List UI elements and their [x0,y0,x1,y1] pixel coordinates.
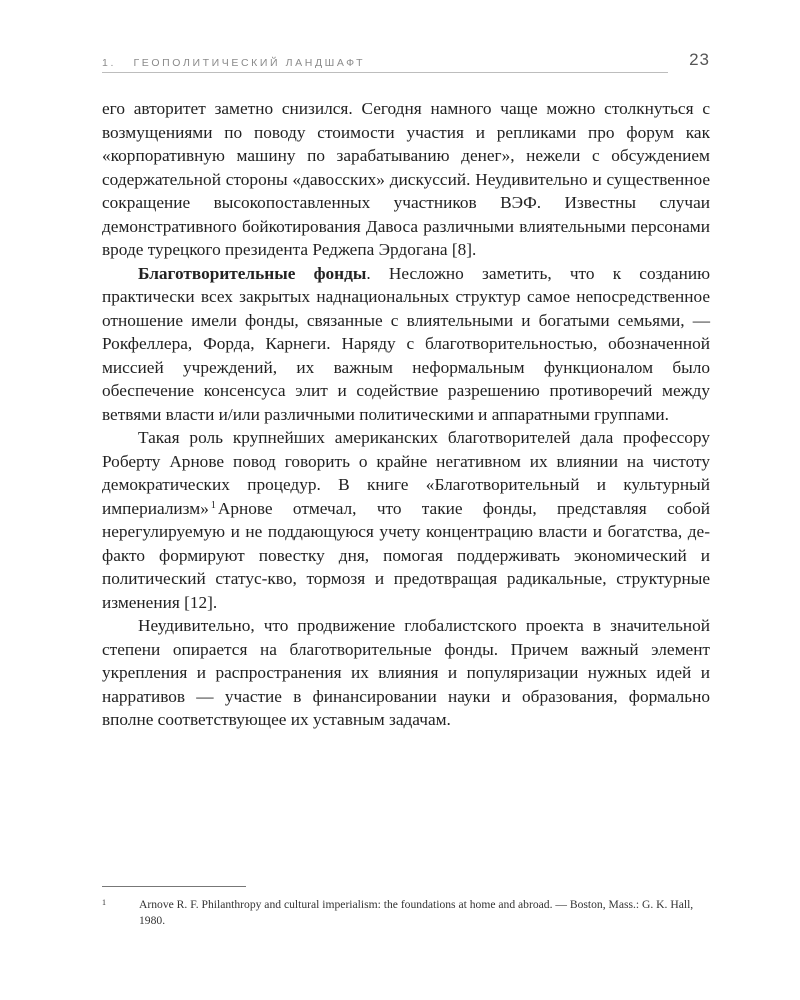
header-rule [102,72,668,73]
footnote-rule [102,886,246,887]
chapter-title: ГЕОПОЛИТИЧЕСКИЙ ЛАНДШАФТ [133,57,366,69]
paragraph-3 [102,426,710,614]
page-header [102,50,710,74]
paragraph-2-text: . Несложно заметить, что к созданию практически всех закрытых наднациональных структур самое непосредственное отношение имели фонды, связанные с влиятельными и богатыми семьями, — Рокфеллера, Форда, Карнеги. Наряду с благотворительностью, обозначенной миссией учреждений, их важным неформальным функционалом было обеспечение консенсуса элит и содействие разрешению противоречий между ветвями власти и/или различными политическими и аппаратными группами. [102,263,710,424]
page-number: 23 [689,50,710,69]
footnote-text: Arnove R. F. Philanthropy and cultural imperialism: the foundations at home and abroad. — Boston, Mass.: G. K. Hall, 1980. [139,898,694,927]
main-text [102,97,710,732]
paragraph-2 [102,262,710,427]
footnote [102,897,710,929]
footnote-mark: 1 [102,898,106,907]
running-head [102,57,365,69]
paragraph-3-text-a: Такая роль крупнейших американских благотворителей дала профессору Роберту Арнове повод говорить о крайне негативном их влиянии на чистоту демократических процедур. В книге «Благотворительный и культурный империализм» [102,428,710,518]
footnote-reference[interactable]: 1 [210,499,216,511]
paragraph-1: его авторитет заметно снизился. Сегодня намного чаще можно столкнуться с возмущениями по поводу стоимости участия и репликами про форум как «корпоративную машину по зарабатыванию денег», нежели с обсуждением содержательной стороны «давосских» дискуссий. Неудивительно и существенное сокращение высокопоставленных участников ВЭФ. Известны случаи демонстративного бойкотирования Давоса различными влиятельными персонами вроде турецкого президента Реджепа Эрдогана [8]. [102,99,710,259]
paragraph-3-text-b: Арнове отмечал, что такие фонды, представляя собой нерегулируемую и не поддающуюся учету концентрацию власти и богатства, де-факто формируют повестку дня, помогая поддерживать экономический и политический статус-кво, тормозя и предотвращая радикальные, структурные изменения [12]. [102,498,710,612]
paragraph-4: Неудивительно, что продвижение глобалистского проекта в значительной степени опирается на благотворительные фонды. Причем важный элемент укрепления и распространения их влияния и популяризации нужных идей и нарративов — участие в финансировании науки и образования, формально вполне соответствующее их уставным задачам. [102,616,710,729]
section-term: Благотворительные фонды [138,263,367,283]
chapter-number: 1. [102,57,116,69]
